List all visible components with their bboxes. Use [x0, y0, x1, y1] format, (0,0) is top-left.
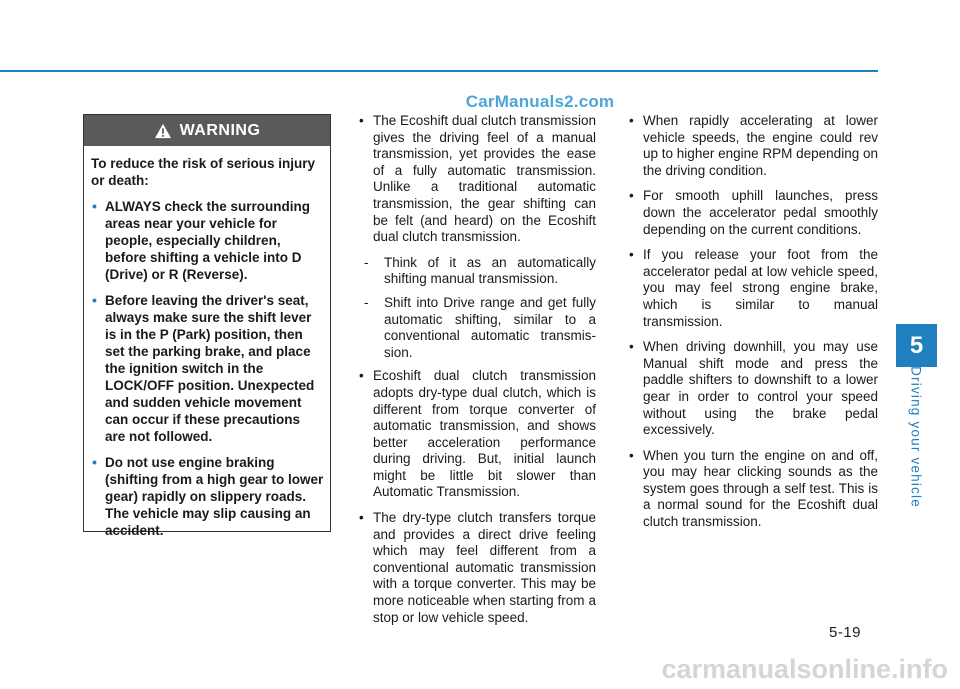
- warning-item: • Do not use engine braking (shifting from a high gear to lower gear) rapidly on slippery roads. The vehicle may slip causing an accident.: [92, 454, 324, 538]
- warning-item: • Before leaving the driver's seat, always make sure the shift lever is in the P (Park) position, then set the parking brake, and place the ignition switch in the LOCK/OFF position. Unexpected and sudden vehicle movement can occur if these precautions are not followed.: [92, 292, 315, 444]
- list-item: • For smooth uphill launches, press down the accelerator pedal smoothly depending on the current conditions.: [629, 188, 878, 237]
- middle-column: [356, 113, 596, 635]
- warning-title: WARNING: [179, 121, 261, 139]
- list-item: • When you turn the engine on and off, you may hear clicking sounds as the system goes through a self test. This is a normal sound for the Ecoshift dual clutch transmission.: [629, 447, 878, 530]
- warning-item: • ALWAYS check the surrounding areas near your vehicle for people, especially children, before shifting a vehicle into D (Drive) or R (Reverse).: [92, 198, 311, 282]
- warning-triangle-icon: [154, 123, 172, 139]
- warning-header: [84, 115, 330, 146]
- list-item: • If you release your foot from the accelerator pedal at low vehicle speed, you may feel strong engine brake, which is similar to manual transmission.: [629, 247, 878, 329]
- list-item: • When rapidly accelerating at lower vehicle speeds, the engine could rev up to higher engine RPM depending on the driving condition.: [629, 113, 878, 178]
- sub-item: - Think of it as an automatically shifting manual transmission.: [364, 254, 596, 287]
- right-column: [626, 113, 878, 540]
- list-item: • When driving downhill, you may use Manual shift mode and press the paddle shifters to downshift to a lower gear in order to control your speed without using the brake pedal excessively.: [629, 339, 878, 438]
- sub-item: - Shift into Drive range and get fully automatic shifting, similar to a conventional automatic transmission.: [364, 294, 596, 360]
- warning-intro: To reduce the risk of serious injury or death:: [91, 156, 316, 188]
- warning-body: [84, 146, 330, 539]
- watermark-carmanualsonline: carmanualsonline.info: [661, 654, 948, 684]
- list-item: • The dry-type clutch transfers torque and provides a direct drive feeling which may feel different from a conventional automatic transmission with a torque converter. This may be more noticeable when starting from a stop or low vehicle speed.: [359, 510, 596, 625]
- chapter-tab: 5: [896, 324, 937, 367]
- list-item: • The Ecoshift dual clutch transmission gives the driving feel of a manual transmission, yet provides the ease of a fully automatic transmission. Unlike a traditional automatic transmission, the gear shifting can be felt (and heard) on the Ecoshift dual clutch transmission.: [359, 113, 596, 245]
- page-number: 5-19: [829, 624, 862, 641]
- top-rule: [0, 70, 878, 72]
- watermark-carmanuals: CarManuals2.com: [465, 92, 615, 111]
- chapter-label: Driving your vehicle: [908, 366, 924, 508]
- warning-box: [83, 114, 331, 538]
- list-item: • Ecoshift dual clutch transmission adopts dry-type dual clutch, which is different from torque converter of automatic transmission, and shows better acceleration performance during driving. But, initial launch might be little bit slower than Automatic Transmission.: [359, 368, 596, 500]
